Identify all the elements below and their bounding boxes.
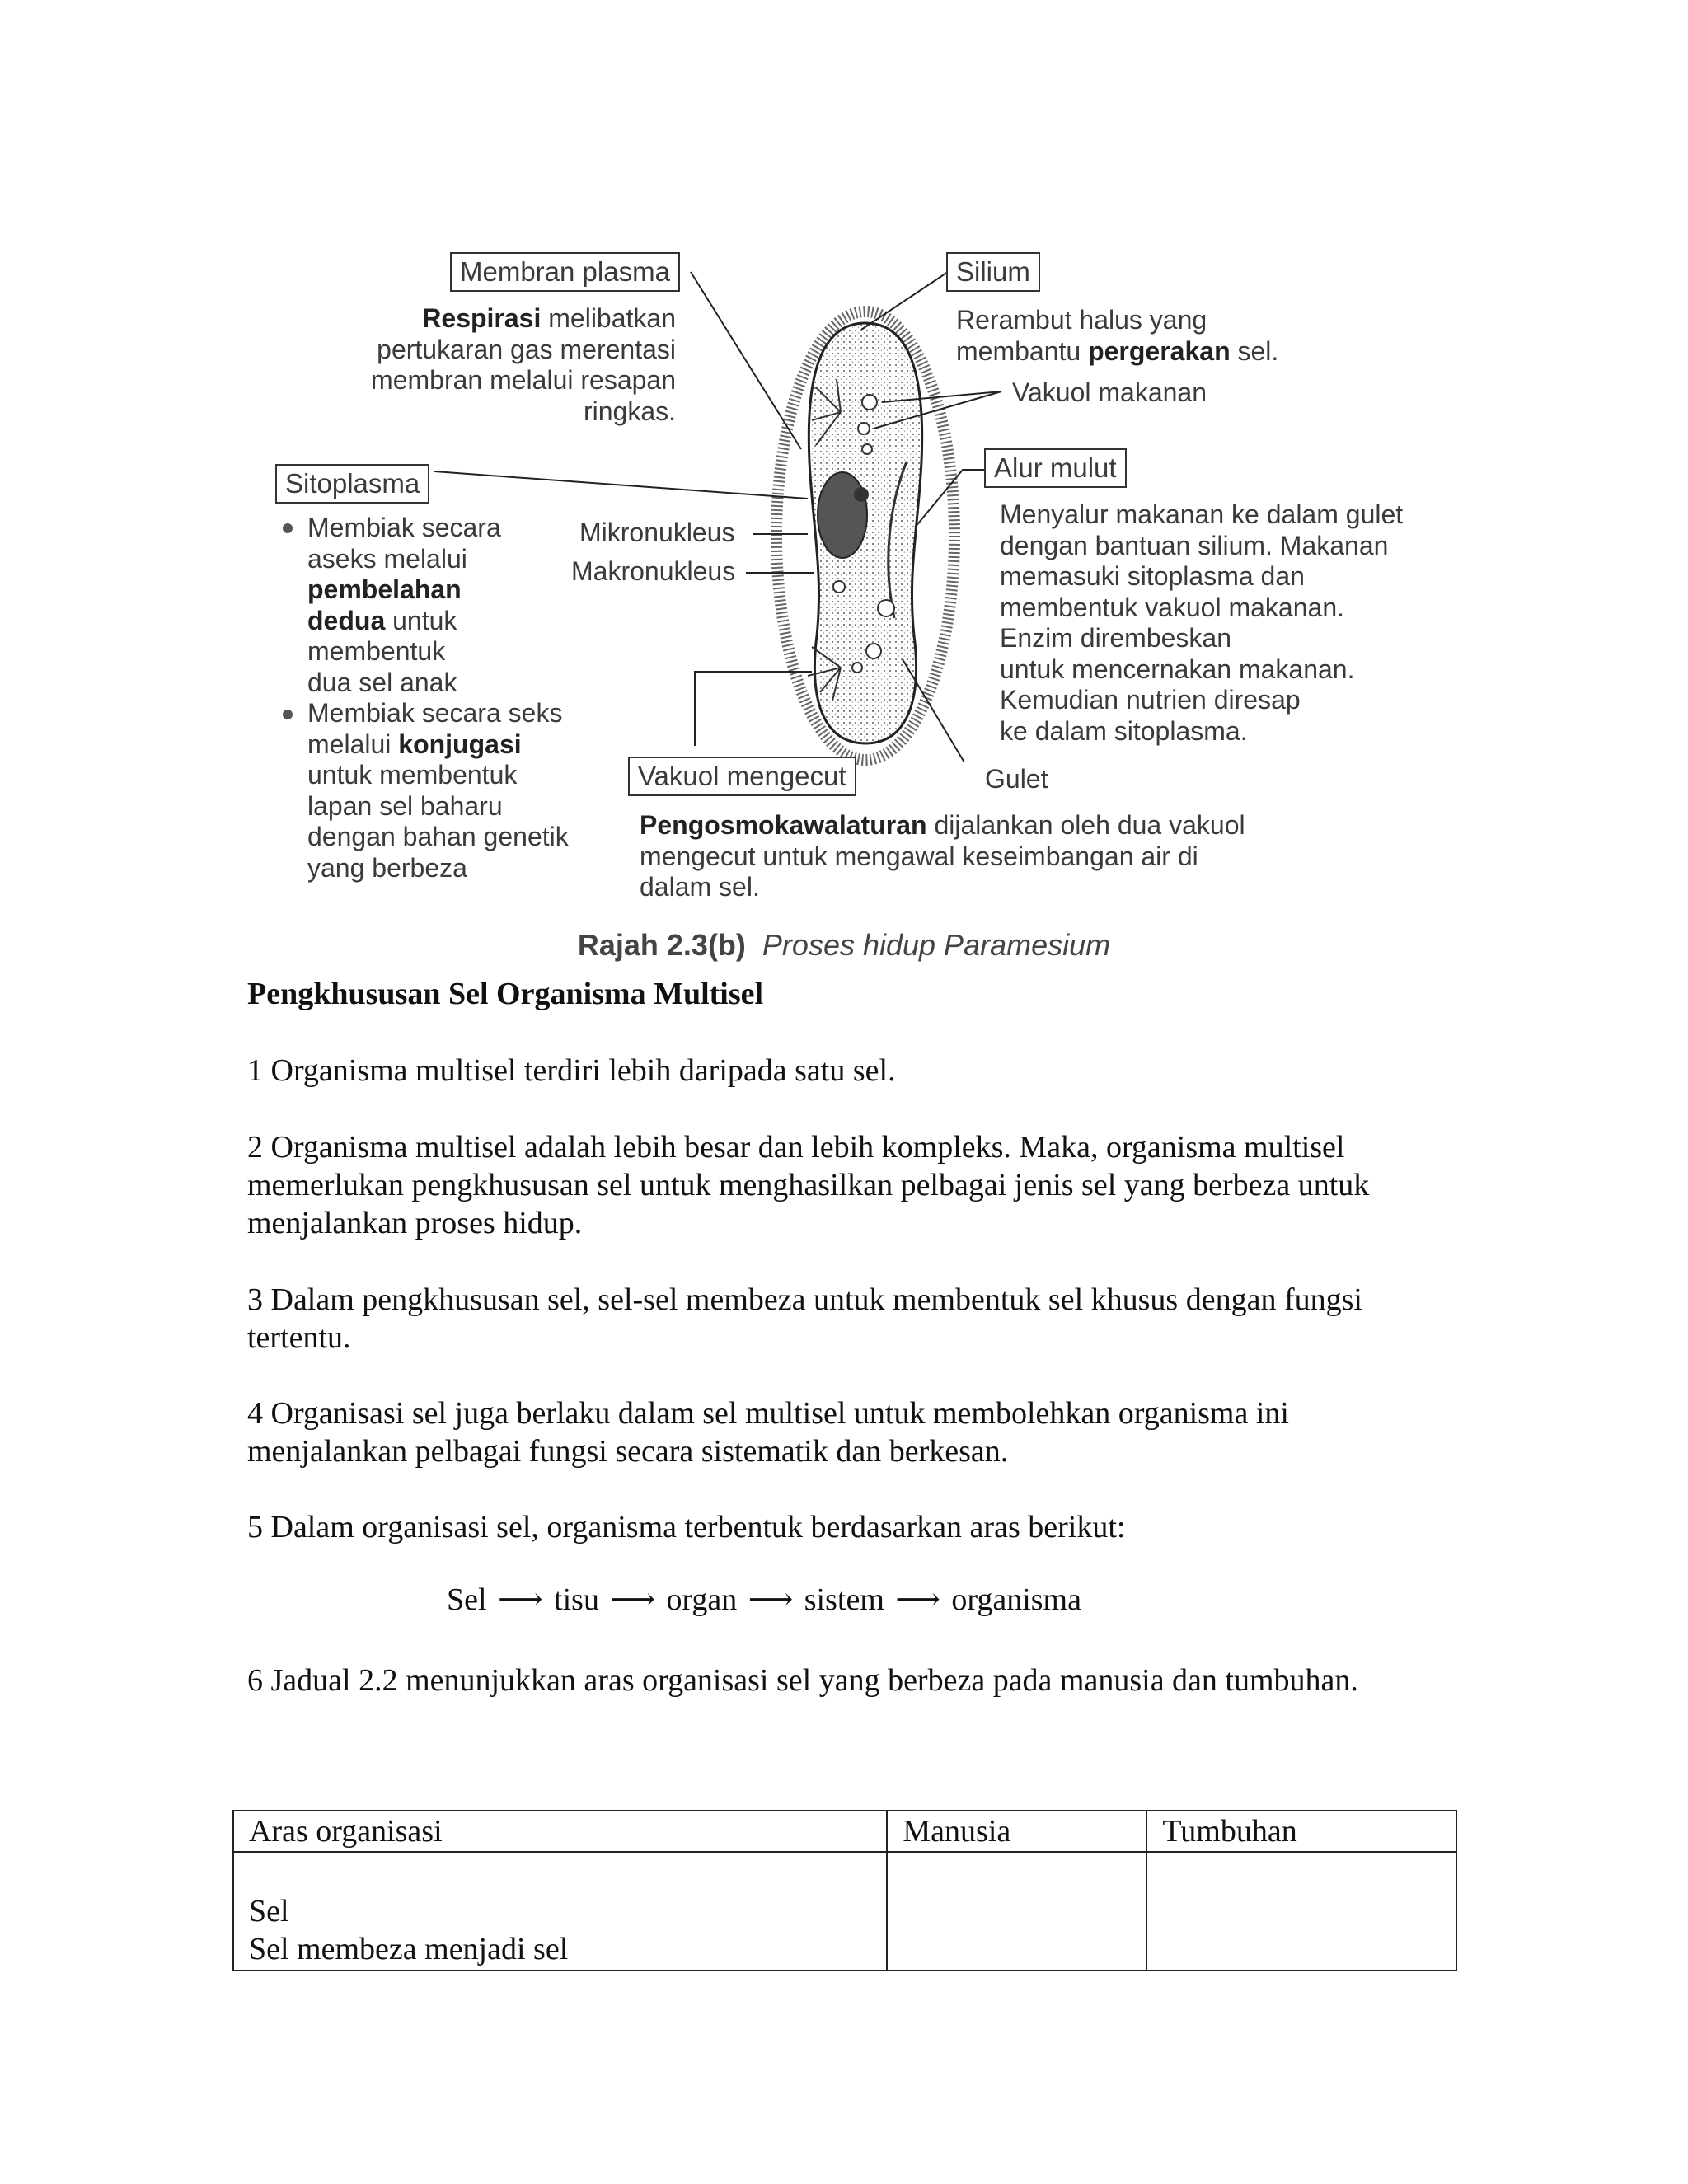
paragraph-1: 1 Organisma multisel terdiri lebih daripada satu sel. (247, 1053, 896, 1088)
vakuol-mengecut-box: Vakuol mengecut (628, 757, 856, 796)
micronucleus (854, 487, 869, 502)
sitoplasma-description: Membiak secara aseks melalui pembelahan dedua untuk membentuk dua sel anak Membiak secara seks melalui konjugasi untuk membentuk lapan sel baharu dengan bahan genetik yang berbeza (307, 513, 569, 883)
macronucleus (818, 472, 867, 558)
table-cell: Sel Sel membeza menjadi sel (233, 1852, 887, 1971)
bullet-icon (283, 710, 293, 719)
caption-number: Rajah 2.3(b) (577, 928, 746, 962)
alur-mulut-box: Alur mulut (984, 448, 1127, 488)
arrow-right-icon: ⟶ (748, 1582, 794, 1617)
table-header-row (233, 1811, 1456, 1852)
table-cell (1146, 1852, 1456, 1971)
organisation-flow (447, 1581, 1085, 1618)
silium-box: Silium (946, 252, 1040, 292)
table-header: Aras organisasi (233, 1811, 887, 1852)
bullet-icon (283, 523, 293, 533)
paragraph-2: 2 Organisma multisel adalah lebih besar dan lebih kompleks. Maka, organisma multisel memerlukan pengkhususan sel untuk menghasilkan pelbagai jenis sel yang berbeza untuk menjalankan proses hidup. (247, 1130, 1370, 1240)
membran-plasma-box: Membran plasma (450, 252, 680, 292)
arrow-right-icon: ⟶ (498, 1582, 543, 1617)
paragraph-3: 3 Dalam pengkhususan sel, sel-sel membeza untuk membentuk sel khusus dengan fungsi tertentu. (247, 1282, 1362, 1355)
silium-description: Rerambut halus yang membantu pergerakan sel. (956, 305, 1279, 366)
arrow-right-icon: ⟶ (610, 1582, 655, 1617)
flow-step: Sel (447, 1582, 487, 1617)
vakuol-mengecut-description: Pengosmokawalaturan dijalankan oleh dua vakuol mengecut untuk mengawal keseimbangan air di dalam sel. (640, 810, 1245, 902)
sitoplasma-box: Sitoplasma (275, 464, 429, 504)
paragraph-4: 4 Organisasi sel juga berlaku dalam sel multisel untuk membolehkan organisma ini menjalankan pelbagai fungsi secara sistematik dan berkesan. (247, 1396, 1289, 1469)
makronukleus-label: Makronukleus (571, 556, 736, 586)
alur-mulut-description: Menyalur makanan ke dalam gulet dengan bantuan silium. Makanan memasuki sitoplasma dan membentuk vakuol makanan. Enzim dirembeskan untuk mencernakan makanan. Kemudian nutrien diresap ke dalam sitoplasma. (1000, 499, 1404, 746)
table-cell (887, 1852, 1146, 1971)
flow-step: organ (666, 1582, 738, 1617)
membran-plasma-description: Respirasi melibatkan pertukaran gas merentasi membran melalui resapan ringkas. (371, 303, 676, 426)
section-heading: Pengkhususan Sel Organisma Multisel (247, 977, 764, 1011)
table-header: Manusia (887, 1811, 1146, 1852)
flow-step: organisma (951, 1582, 1081, 1617)
arrow-right-icon: ⟶ (895, 1582, 940, 1617)
vakuol-makanan-label: Vakuol makanan (1012, 377, 1207, 407)
table-header: Tumbuhan (1146, 1811, 1456, 1852)
figure-caption (0, 928, 1688, 963)
flow-step: tisu (554, 1582, 599, 1617)
paragraph-5: 5 Dalam organisasi sel, organisma terbentuk berdasarkan aras berikut: (247, 1510, 1126, 1544)
paragraph-6: 6 Jadual 2.2 menunjukkan aras organisasi sel yang berbeza pada manusia dan tumbuhan. (247, 1663, 1358, 1698)
caption-title: Proses hidup Paramesium (762, 928, 1111, 962)
flow-step: sistem (804, 1582, 884, 1617)
organisation-table (232, 1810, 1457, 1971)
mikronukleus-label: Mikronukleus (579, 518, 735, 547)
gulet-label: Gulet (985, 764, 1048, 794)
table-row (233, 1852, 1456, 1971)
